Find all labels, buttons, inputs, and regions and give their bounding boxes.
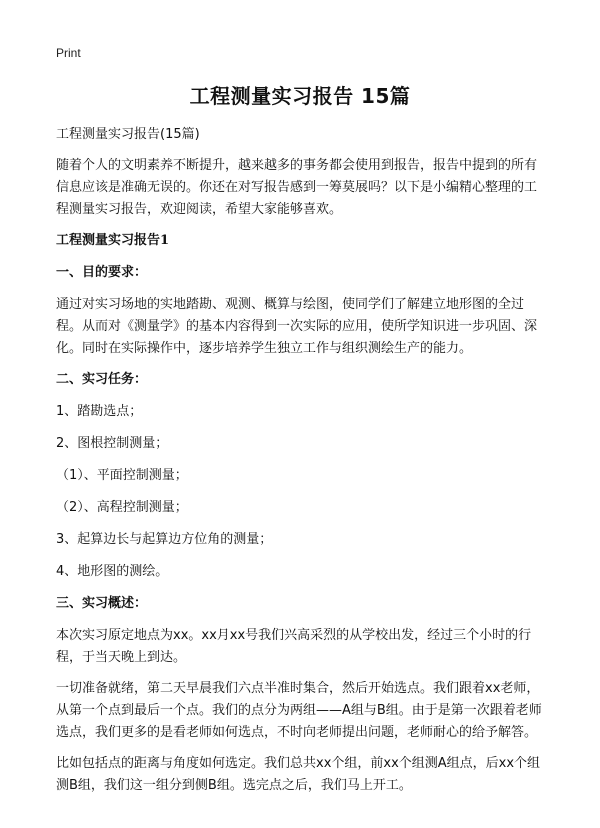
task-item: 1、踏勘选点； <box>56 404 143 419</box>
purpose-paragraph: 通过对实习场地的实地踏勘、观测、概算与绘图，使同学们了解建立地形图的全过程。从而对《测量学》的基本内容得到一次实际的应用，使所学知识进一步巩固、深化。同时在实际操作中，逐步培养学生独立工作与组织测绘生产的能力。 <box>56 297 538 356</box>
task-item: 3、起算边长与起算边方位角的测量； <box>56 532 273 547</box>
section-heading-overview: 三、实习概述： <box>56 596 148 611</box>
task-item: 2、图根控制测量； <box>56 436 169 451</box>
intro-paragraph: 随着个人的文明素养不断提升，越来越多的事务都会使用到报告，报告中提到的所有信息应该是准确无误的。你还在对写报告感到一筹莫展吗？以下是小编精心整理的工程测量实习报告，欢迎阅读，希望大家能够喜欢。 <box>56 158 538 217</box>
section-heading-tasks: 二、实习任务： <box>56 372 148 387</box>
overview-paragraph: 一切准备就绪，第二天早晨我们六点半准时集合，然后开始选点。我们跟着xx老师，从第一个点到最后一个点。我们的点分为两组——A组与B组。由于是第一次跟着老师选点，我们更多的是看老师如何选点，不时向老师提出问题，老师耐心的给予解答。 <box>56 681 542 740</box>
print-link[interactable]: Print <box>56 46 81 60</box>
task-item: 4、地形图的测绘。 <box>56 564 169 579</box>
overview-paragraph: 比如包括点的距离与角度如何选定。我们总共xx个组，前xx个组测A组点，后xx个组测B组，我们这一组分到侧B组。选完点之后，我们马上开工。 <box>56 756 541 793</box>
document-title: 工程测量实习报告 15篇 <box>189 84 411 108</box>
overview-paragraph: 本次实习原定地点为xx。xx月xx号我们兴高采烈的从学校出发，经过三个小时的行程，于当天晚上到达。 <box>56 628 532 665</box>
document-subtitle: 工程测量实习报告(15篇) <box>56 127 200 142</box>
section-heading-purpose: 一、目的要求： <box>56 265 148 280</box>
task-item: （2）、高程控制测量； <box>56 500 188 515</box>
document-body <box>56 124 546 806</box>
report-heading: 工程测量实习报告1 <box>56 233 170 248</box>
task-item: （1）、平面控制测量； <box>56 468 188 483</box>
